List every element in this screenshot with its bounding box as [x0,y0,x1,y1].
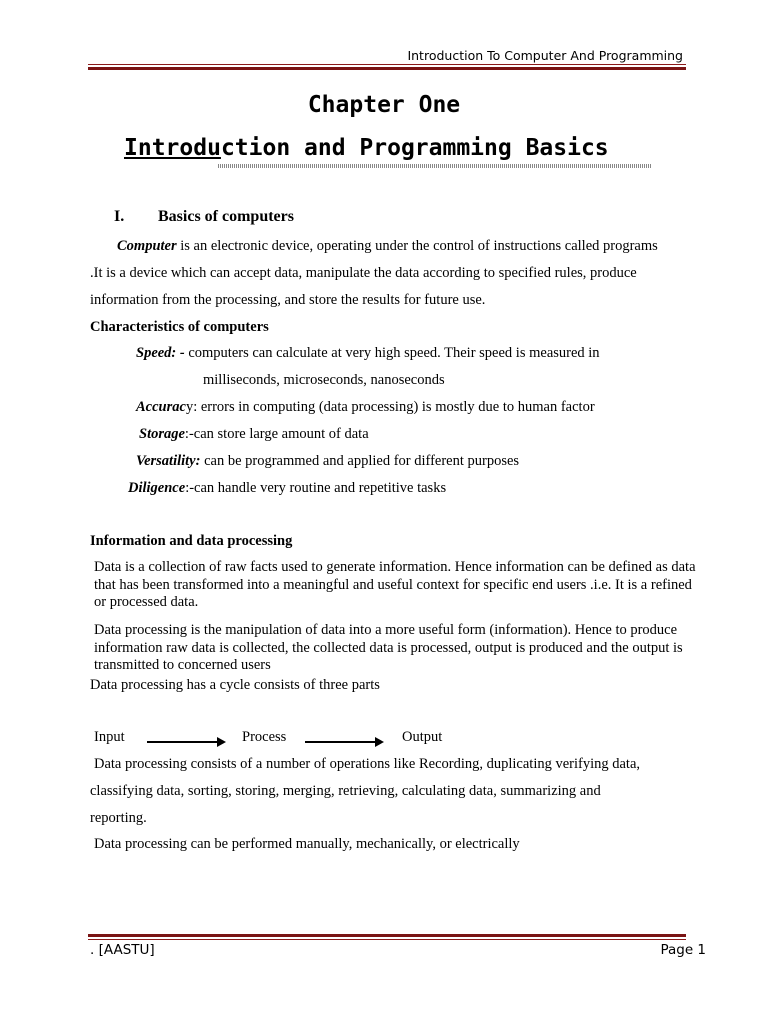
section-number: I. [114,208,125,225]
spellcheck-underline [218,164,651,168]
flow-arrow-1 [147,741,224,743]
intro-line-1 [117,238,658,255]
info-heading: Information and data processing [90,533,293,549]
section-heading: Basics of computers [158,208,294,225]
diligence-text: :-can handle very routine and repetitive tasks [185,480,447,496]
speed-text: computers can calculate at very high speed. Their speed is measured in [184,345,600,361]
flow-input: Input [94,729,125,745]
speed-item [136,345,600,362]
characteristics-heading: Characteristics of computers [90,319,269,335]
footer-rule-thin [88,939,686,940]
storage-item [139,426,369,443]
versatility-text: can be programmed and applied for different purposes [200,453,520,469]
info-paragraph-1: Data is a collection of raw facts used to generate information. Hence information can be defined as data that has been transformed into a meaningful and useful context for specific end users .i.e. It is a refined or processed data. [94,559,696,610]
header-rule-thick [88,67,686,70]
main-title [124,135,609,161]
intro-line-2: .It is a device which can accept data, manipulate the data according to specified rules, produce [90,265,637,281]
footer-rule-thick [88,934,686,937]
storage-text: :-can store large amount of data [184,426,369,442]
speed-term: Speed: - [136,345,185,361]
main-title-rest: ction and Programming Basics [220,135,609,161]
versatility-term: Versatility: [136,453,201,469]
flow-output: Output [402,729,443,745]
header-rule-thin [88,64,686,65]
accuracy-text: y: errors in computing (data processing) is mostly due to human factor [185,399,595,415]
intro-line-1-text: is an electronic device, operating under the control of instructions called programs [176,238,658,254]
ops-line-3: reporting. [90,810,147,826]
main-title-underlined: Introdu [124,135,221,161]
diligence-term: Diligence [128,480,186,496]
versatility-item [136,453,519,470]
running-header: Introduction To Computer And Programming [407,48,683,63]
accuracy-item [136,399,595,416]
flow-arrow-2 [305,741,382,743]
footer-left: . [AASTU] [90,942,155,958]
speed-continuation: milliseconds, microseconds, nanoseconds [203,372,445,388]
diligence-item [128,480,446,497]
intro-term: Computer [117,238,177,254]
accuracy-term: Accurac [136,399,186,415]
storage-term: Storage [139,426,185,442]
flow-process: Process [242,729,287,745]
ops-line-1: Data processing consists of a number of operations like Recording, duplicating verifying data, [94,756,641,772]
info-paragraph-2: Data processing is the manipulation of data into a more useful form (information). Hence to produce information raw data is collected, the collected data is processed, output is produced and the output is transmitted to concerned users [94,622,683,673]
manual-line: Data processing can be performed manually, mechanically, or electrically [94,836,520,852]
chapter-title: Chapter One [307,92,461,118]
cycle-line: Data processing has a cycle consists of three parts [90,677,380,693]
intro-line-3: information from the processing, and store the results for future use. [90,292,486,308]
ops-line-2: classifying data, sorting, storing, merging, retrieving, calculating data, summarizing and [90,783,601,799]
footer-page-number: Page 1 [660,942,706,958]
